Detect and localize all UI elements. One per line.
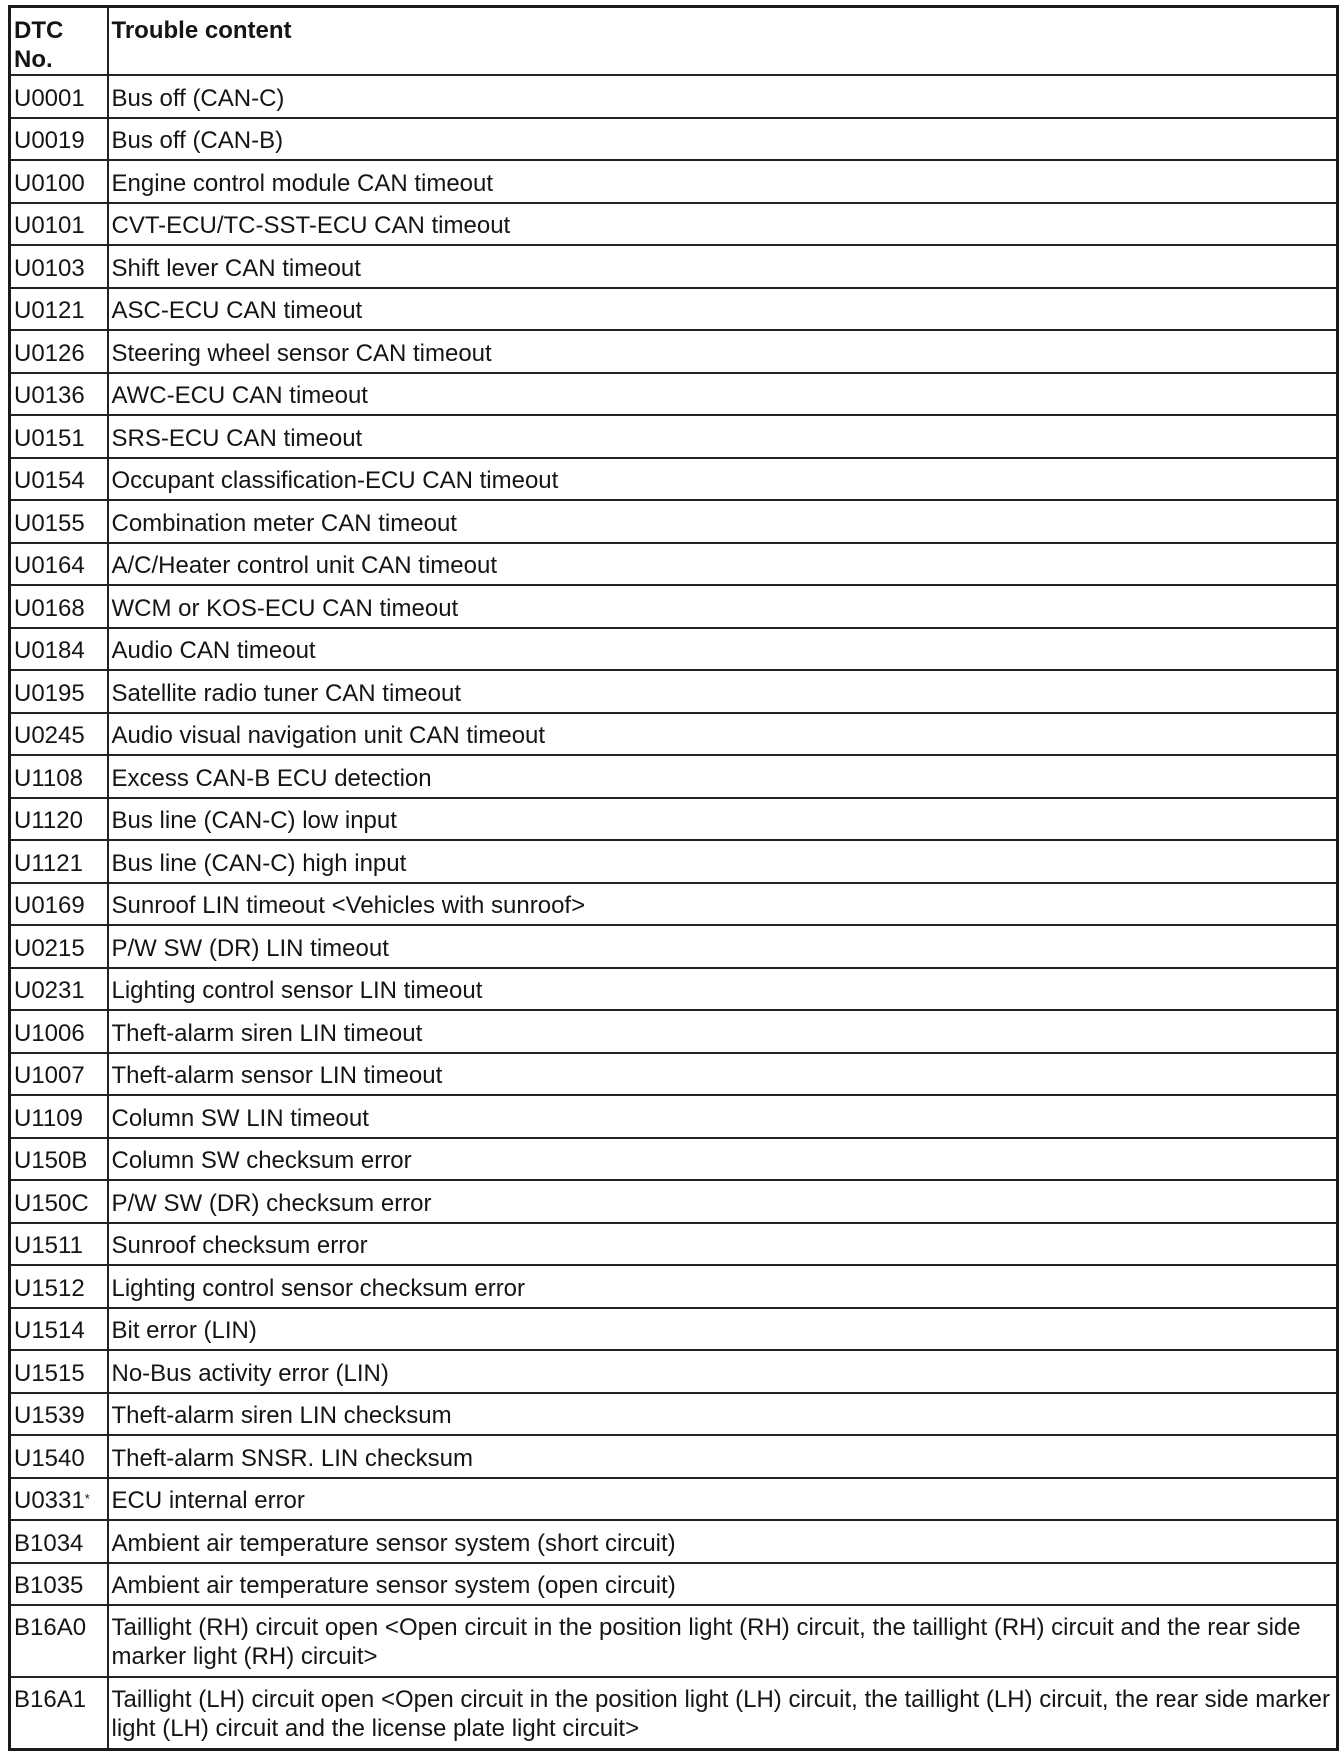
trouble-content-cell: Bus line (CAN-C) low input xyxy=(108,798,1338,841)
trouble-content-cell: WCM or KOS-ECU CAN timeout xyxy=(108,585,1338,628)
table-row xyxy=(10,1393,1338,1436)
dtc-code: U0100 xyxy=(14,169,85,197)
trouble-content-cell: Taillight (RH) circuit open <Open circuit in the position light (RH) circuit, the taillight (RH) circuit and the rear side marker light (RH) circuit> xyxy=(108,1605,1338,1677)
trouble-content-cell: Theft-alarm sensor LIN timeout xyxy=(108,1053,1338,1096)
dtc-code: U0184 xyxy=(14,637,85,665)
table-row xyxy=(10,1095,1338,1138)
trouble-content-cell: Audio visual navigation unit CAN timeout xyxy=(108,713,1338,756)
dtc-code: U0126 xyxy=(14,339,85,367)
dtc-code: U1540 xyxy=(14,1444,85,1472)
dtc-code-cell xyxy=(10,75,108,118)
dtc-code-cell xyxy=(10,500,108,543)
header-dtc-line1: DTC xyxy=(14,17,64,44)
table-row xyxy=(10,543,1338,586)
dtc-code: U1511 xyxy=(14,1232,83,1260)
dtc-code-cell xyxy=(10,1010,108,1053)
trouble-content-cell: Satellite radio tuner CAN timeout xyxy=(108,670,1338,713)
dtc-code: U0245 xyxy=(14,722,85,750)
table-row xyxy=(10,755,1338,798)
trouble-content-cell: Theft-alarm siren LIN timeout xyxy=(108,1010,1338,1053)
dtc-code: U1120 xyxy=(14,807,83,835)
dtc-code: U0103 xyxy=(14,254,85,282)
dtc-code: U0155 xyxy=(14,509,85,537)
table-row xyxy=(10,288,1338,331)
dtc-code: U1539 xyxy=(14,1402,85,1430)
dtc-code-cell xyxy=(10,245,108,288)
dtc-code: B16A1 xyxy=(14,1686,87,1713)
dtc-code: U1514 xyxy=(14,1317,85,1345)
table-row xyxy=(10,883,1338,926)
dtc-code-cell xyxy=(10,1435,108,1478)
table-row xyxy=(10,1605,1338,1677)
dtc-code: U1512 xyxy=(14,1274,85,1302)
trouble-content-cell: Combination meter CAN timeout xyxy=(108,500,1338,543)
dtc-code-cell xyxy=(10,1180,108,1223)
dtc-code-cell xyxy=(10,1677,108,1749)
table-row xyxy=(10,585,1338,628)
dtc-code-cell xyxy=(10,1605,108,1677)
dtc-code-cell xyxy=(10,1095,108,1138)
trouble-content-cell: Sunroof checksum error xyxy=(108,1223,1338,1266)
table-row xyxy=(10,203,1338,246)
table-row xyxy=(10,1138,1338,1181)
table-header-row xyxy=(10,7,1338,76)
table-row xyxy=(10,1265,1338,1308)
dtc-code: B1034 xyxy=(14,1529,84,1557)
dtc-code-cell xyxy=(10,288,108,331)
table-row xyxy=(10,713,1338,756)
trouble-content-cell: Excess CAN-B ECU detection xyxy=(108,755,1338,798)
dtc-code: U0154 xyxy=(14,467,85,495)
trouble-content-cell: Shift lever CAN timeout xyxy=(108,245,1338,288)
trouble-content-cell: Sunroof LIN timeout <Vehicles with sunroof> xyxy=(108,883,1338,926)
table-row xyxy=(10,925,1338,968)
trouble-content-cell: Bit error (LIN) xyxy=(108,1308,1338,1351)
dtc-code: U1515 xyxy=(14,1359,85,1387)
dtc-code-cell xyxy=(10,330,108,373)
dtc-code: U1121 xyxy=(14,849,83,877)
dtc-code: B16A0 xyxy=(14,1614,87,1641)
trouble-content-cell: Theft-alarm SNSR. LIN checksum xyxy=(108,1435,1338,1478)
table-row xyxy=(10,500,1338,543)
dtc-code-cell xyxy=(10,373,108,416)
dtc-code-cell xyxy=(10,118,108,161)
dtc-code-cell xyxy=(10,883,108,926)
trouble-content-cell: Taillight (LH) circuit open <Open circuit in the position light (LH) circuit, the taillight (LH) circuit, the rear side marker light (LH) circuit and the license plate light circuit> xyxy=(108,1677,1338,1749)
dtc-code-cell xyxy=(10,840,108,883)
trouble-content-cell: Ambient air temperature sensor system (short circuit) xyxy=(108,1520,1338,1563)
table-row xyxy=(10,118,1338,161)
trouble-content-cell: Occupant classification-ECU CAN timeout xyxy=(108,458,1338,501)
dtc-code-cell xyxy=(10,1053,108,1096)
dtc-code-cell xyxy=(10,798,108,841)
table-row xyxy=(10,968,1338,1011)
footnote-mark: * xyxy=(84,1491,90,1507)
trouble-content-cell: SRS-ECU CAN timeout xyxy=(108,415,1338,458)
trouble-content-cell: Column SW checksum error xyxy=(108,1138,1338,1181)
header-trouble-content: Trouble content xyxy=(108,7,1338,76)
dtc-code-cell xyxy=(10,925,108,968)
dtc-code: U0168 xyxy=(14,594,85,622)
dtc-code-cell xyxy=(10,1138,108,1181)
trouble-content-cell: Theft-alarm siren LIN checksum xyxy=(108,1393,1338,1436)
table-row xyxy=(10,1223,1338,1266)
trouble-content-cell: Steering wheel sensor CAN timeout xyxy=(108,330,1338,373)
dtc-code: U1006 xyxy=(14,1019,85,1047)
dtc-code-cell xyxy=(10,1350,108,1393)
dtc-code: U0169 xyxy=(14,892,85,920)
table-row xyxy=(10,1308,1338,1351)
dtc-code: U0164 xyxy=(14,552,85,580)
dtc-code: U1007 xyxy=(14,1062,85,1090)
trouble-content-cell: Bus off (CAN-C) xyxy=(108,75,1338,118)
table-row xyxy=(10,1053,1338,1096)
dtc-code-cell xyxy=(10,585,108,628)
dtc-code-cell xyxy=(10,628,108,671)
trouble-content-cell: Column SW LIN timeout xyxy=(108,1095,1338,1138)
table-row xyxy=(10,1350,1338,1393)
header-dtc-line2: No. xyxy=(14,46,53,73)
dtc-code-cell xyxy=(10,755,108,798)
dtc-code: B1035 xyxy=(14,1572,84,1600)
trouble-content-cell: A/C/Heater control unit CAN timeout xyxy=(108,543,1338,586)
dtc-code: U0136 xyxy=(14,382,85,410)
dtc-code-cell xyxy=(10,1265,108,1308)
table-row xyxy=(10,1677,1338,1749)
trouble-content-cell: AWC-ECU CAN timeout xyxy=(108,373,1338,416)
dtc-code: U0001 xyxy=(14,84,85,112)
dtc-code: U0195 xyxy=(14,679,85,707)
dtc-code: U1108 xyxy=(14,764,83,792)
dtc-code-cell xyxy=(10,1223,108,1266)
table-row xyxy=(10,1478,1338,1521)
trouble-content-cell: P/W SW (DR) LIN timeout xyxy=(108,925,1338,968)
table-row xyxy=(10,1520,1338,1563)
dtc-table xyxy=(8,5,1339,1751)
dtc-code: U0231 xyxy=(14,977,85,1005)
table-row xyxy=(10,1010,1338,1053)
dtc-code-cell xyxy=(10,160,108,203)
dtc-code-cell xyxy=(10,1520,108,1563)
dtc-code-cell xyxy=(10,458,108,501)
trouble-content-cell: No-Bus activity error (LIN) xyxy=(108,1350,1338,1393)
trouble-content-cell: Lighting control sensor LIN timeout xyxy=(108,968,1338,1011)
trouble-content-cell: Engine control module CAN timeout xyxy=(108,160,1338,203)
trouble-content-cell: P/W SW (DR) checksum error xyxy=(108,1180,1338,1223)
table-row xyxy=(10,1563,1338,1606)
dtc-code: U150C xyxy=(14,1189,89,1217)
table-row xyxy=(10,373,1338,416)
table-row xyxy=(10,798,1338,841)
trouble-content-cell: Bus off (CAN-B) xyxy=(108,118,1338,161)
table-row xyxy=(10,160,1338,203)
dtc-code: U0151 xyxy=(14,424,85,452)
trouble-content-cell: ASC-ECU CAN timeout xyxy=(108,288,1338,331)
table-row xyxy=(10,75,1338,118)
table-body xyxy=(10,75,1338,1749)
trouble-content-cell: Audio CAN timeout xyxy=(108,628,1338,671)
trouble-content-cell: CVT-ECU/TC-SST-ECU CAN timeout xyxy=(108,203,1338,246)
table-row xyxy=(10,1180,1338,1223)
table-row xyxy=(10,415,1338,458)
dtc-code: U0331 xyxy=(14,1487,85,1515)
table-row xyxy=(10,245,1338,288)
dtc-code-cell xyxy=(10,1308,108,1351)
dtc-code-cell xyxy=(10,1563,108,1606)
dtc-code: U0101 xyxy=(14,212,85,240)
dtc-code-cell xyxy=(10,713,108,756)
dtc-code-cell xyxy=(10,203,108,246)
trouble-content-cell: ECU internal error xyxy=(108,1478,1338,1521)
dtc-code-cell xyxy=(10,670,108,713)
table-row xyxy=(10,840,1338,883)
dtc-code-cell xyxy=(10,968,108,1011)
trouble-content-cell: Bus line (CAN-C) high input xyxy=(108,840,1338,883)
dtc-code: U0019 xyxy=(14,127,85,155)
dtc-code-cell xyxy=(10,543,108,586)
dtc-code-cell xyxy=(10,1393,108,1436)
header-dtc-no xyxy=(10,7,108,76)
trouble-content-cell: Ambient air temperature sensor system (open circuit) xyxy=(108,1563,1338,1606)
dtc-code: U0215 xyxy=(14,934,85,962)
table-row xyxy=(10,1435,1338,1478)
table-row xyxy=(10,458,1338,501)
dtc-code: U0121 xyxy=(14,297,85,325)
dtc-code: U1109 xyxy=(14,1104,83,1132)
dtc-code-cell xyxy=(10,1478,108,1521)
trouble-content-cell: Lighting control sensor checksum error xyxy=(108,1265,1338,1308)
table-row xyxy=(10,628,1338,671)
table-row xyxy=(10,330,1338,373)
table-row xyxy=(10,670,1338,713)
dtc-code-cell xyxy=(10,415,108,458)
dtc-code: U150B xyxy=(14,1147,88,1175)
